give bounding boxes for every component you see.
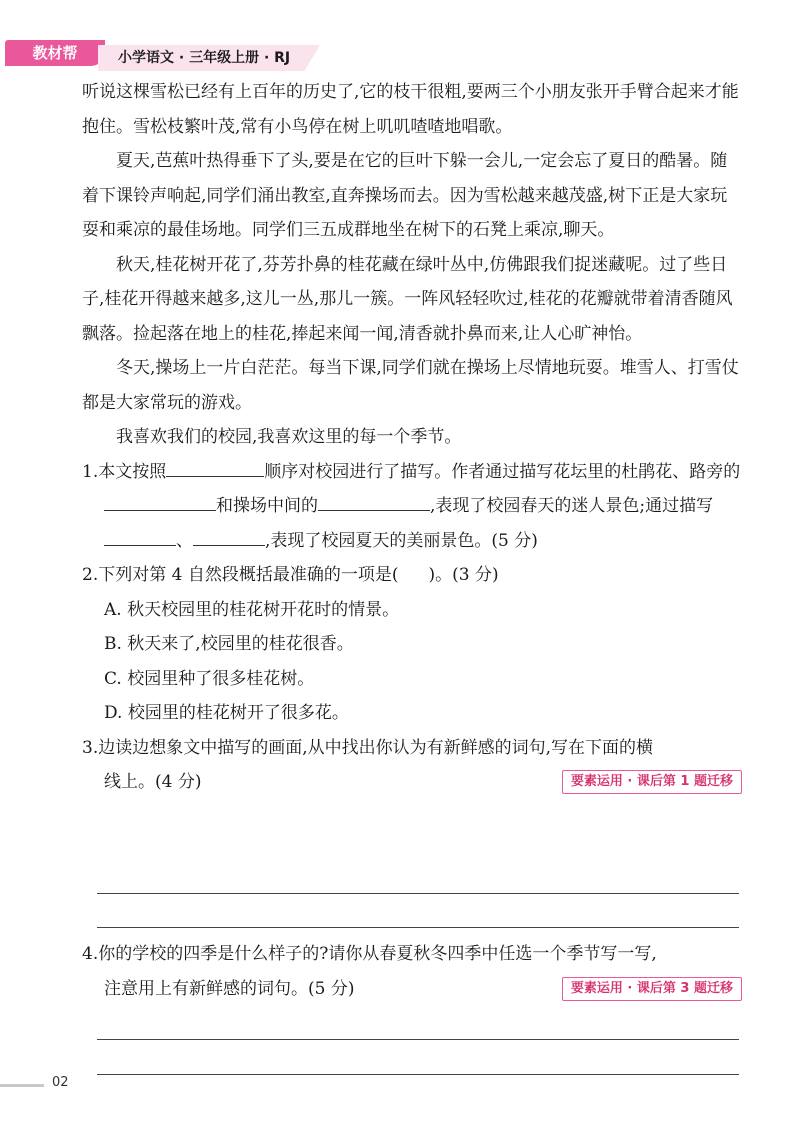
question-2-option-b[interactable]: B. 秋天来了,校园里的桂花很香。 [104, 634, 354, 654]
question-1-blank-order[interactable] [166, 456, 264, 477]
question-4-answer-line-2[interactable] [97, 1074, 739, 1075]
subject-label: 小学语文 · 三年级上册 · RJ [118, 50, 291, 66]
brand-tag: 教材帮 [5, 40, 105, 66]
question-1-text-b: 顺序对校园进行了描写。作者通过描写花坛里的杜鹃花、路旁的 [264, 461, 741, 482]
question-1-text-d: ,表现了校园春天的迷人景色;通过描写 [430, 496, 714, 516]
question-4 [82, 937, 742, 972]
question-4-line-2: 注意用上有新鲜感的词句。(5 分) [104, 978, 355, 999]
question-4-line-1: 你的学校的四季是什么样子的?请你从春夏秋冬四季中任选一个季节写一写, [98, 944, 657, 964]
question-1-blank-summer-2[interactable] [193, 525, 265, 546]
question-2-option-c[interactable]: C. 校园里种了很多桂花树。 [104, 668, 315, 689]
question-2-option-d[interactable]: D. 校园里的桂花树开了很多花。 [104, 703, 349, 723]
question-3-line-1: 边读边想象文中描写的画面,从中找出你认为有新鲜感的词句,写在下面的横 [98, 737, 654, 758]
question-1 [82, 455, 742, 559]
question-3-answer-line-1[interactable] [97, 893, 739, 894]
question-4-block [82, 937, 742, 1006]
passage-paragraph-4: 冬天,操场上一片白茫茫。每当下课,同学们就在操场上尽情地玩耍。堆雪人、打雪仗都是大家常玩的游戏。 [82, 358, 739, 413]
footer-rule [0, 1084, 44, 1087]
question-2-stem-end: )。(3 分) [428, 565, 499, 585]
question-3-answer-line-2[interactable] [97, 927, 739, 928]
question-4-continuation [82, 972, 742, 1007]
passage-paragraph-2: 夏天,芭蕉叶热得垂下了头,要是在它的巨叶下躲一会儿,一定会忘了夏日的酷暑。随着下课铃声响起,同学们涌出教室,直奔操场而去。因为雪松越来越茂盛,树下正是大家玩耍和乘凉的最佳场地。同学们三五成群地坐在树下的石凳上乘凉,聊天。 [82, 151, 728, 240]
question-1-text-a: 本文按照 [98, 461, 167, 482]
question-3 [82, 731, 742, 766]
question-2-stem: 下列对第 4 自然段概括最准确的一项是( [98, 565, 399, 585]
question-1-blank-roadside[interactable] [104, 490, 216, 511]
question-2-option-a[interactable]: A. 秋天校园里的桂花树开花时的情景。 [104, 599, 400, 620]
question-4-number: 4. [82, 944, 99, 964]
passage-paragraph-5: 我喜欢我们的校园,我喜欢这里的每一个季节。 [116, 427, 462, 447]
page-number: 02 [52, 1075, 69, 1090]
question-1-blank-playground[interactable] [318, 490, 430, 511]
passage-paragraph-3: 秋天,桂花树开花了,芬芳扑鼻的桂花藏在绿叶丛中,仿佛跟我们捉迷藏呢。过了些日子,桂花开得越来越多,这儿一丛,那儿一簇。一阵风轻轻吹过,桂花的花瓣就带着清香随风飘落。捡起落在地上的桂花,捧起来闻一闻,清香就扑鼻而来,让人心旷神怡。 [82, 254, 733, 344]
question-1-text-c: 和操场中间的 [216, 496, 318, 516]
question-1-text-e: 、 [176, 530, 193, 551]
question-3-number: 3. [82, 737, 99, 758]
question-4-answer-line-1[interactable] [97, 1039, 739, 1040]
page-header [0, 0, 800, 80]
question-3-continuation [82, 765, 742, 800]
page-content [82, 75, 742, 800]
question-3-line-2: 线上。(4 分) [104, 772, 202, 792]
question-2 [82, 558, 742, 593]
question-1-blank-summer-1[interactable] [104, 525, 176, 546]
question-3-skill-tag: 要素运用 · 课后第 1 题迁移 [562, 770, 742, 794]
passage-paragraph-1: 听说这棵雪松已经有上百年的历史了,它的枝干很粗,要两三个小朋友张开手臂合起来才能抱住。雪松枝繁叶茂,常有小鸟停在树上叽叽喳喳地唱歌。 [82, 82, 739, 137]
question-1-text-f: ,表现了校园夏天的美丽景色。(5 分) [265, 530, 538, 551]
question-1-number: 1. [82, 461, 99, 482]
question-2-number: 2. [82, 565, 99, 585]
question-4-skill-tag: 要素运用 · 课后第 3 题迁移 [562, 977, 742, 1001]
